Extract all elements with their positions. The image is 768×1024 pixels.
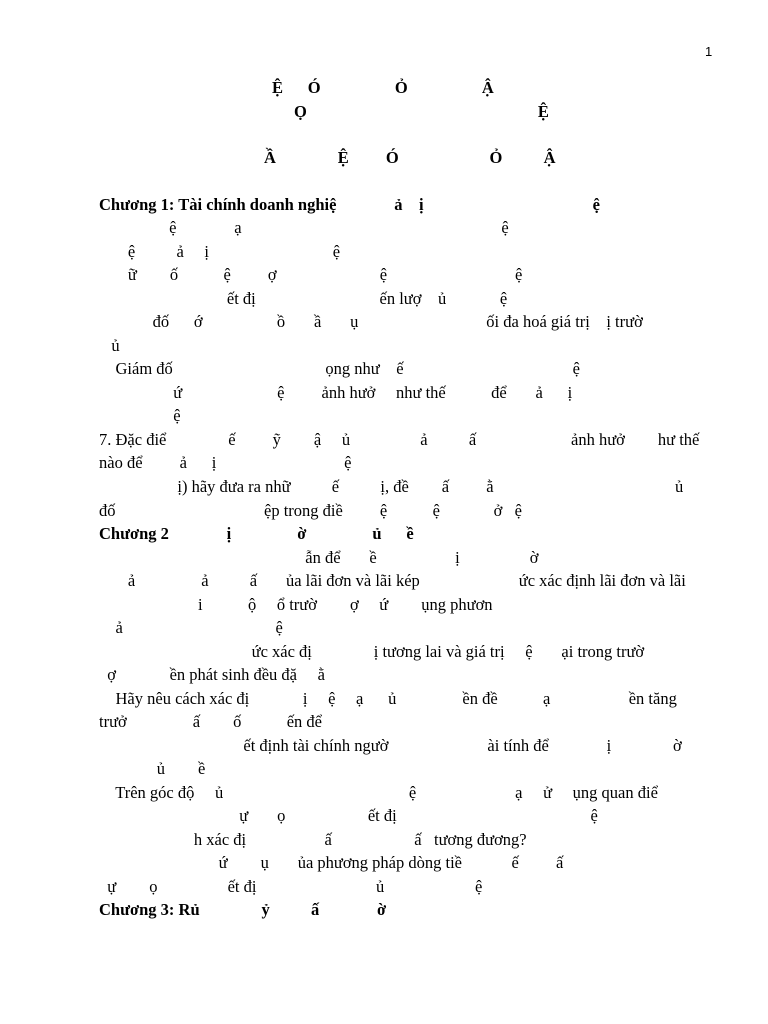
title-line-3: Ầ Ệ Ó Ỏ Ậ — [264, 148, 556, 167]
body-line: ệ ả ị ệ — [99, 242, 341, 261]
body-line: đố ớ ồ ầ ụ ối đa hoá giá trị ị trườ — [99, 312, 643, 331]
body-line: ết định tài chính ngườ ài tính để ị ờ — [99, 736, 682, 755]
body-line: ết đị ến lượ ủ ệ — [99, 289, 508, 308]
body-line: ứ ệ ảnh hưở như thế để ả ị — [99, 383, 573, 402]
body-line: đố ệp trong điề ệ ệ ở ệ — [99, 501, 523, 520]
body-line: ệ — [99, 406, 181, 425]
body-line: Giám đố ọng như ế ệ — [99, 359, 580, 378]
body-line: ứ ụ ủa phương pháp dòng tiề ế ấ — [99, 853, 564, 872]
body-line: ữ ố ệ ợ ệ ệ — [99, 265, 523, 284]
body-line: ẫn để ề ị ờ — [99, 548, 539, 567]
title-line-2: Ọ Ệ — [294, 102, 549, 121]
body-line: nào để ả ị ệ — [99, 453, 352, 472]
body-line: trưở ấ ố ến để — [99, 712, 322, 731]
body-line: ự ọ ết đị ệ — [99, 806, 598, 825]
body-line: ức xác đị ị tương lai và giá trị ệ ại trong trườ — [99, 642, 645, 661]
chapter-heading: Chương 1: Tài chính doanh nghiệ ả ị ệ — [99, 195, 600, 214]
body-line: ủ — [99, 336, 120, 355]
body-line: h xác đị ấ ấ tương đương? — [99, 830, 527, 849]
chapter-heading: Chương 3: Rủ ỷ ấ ờ — [99, 900, 387, 919]
page-number: 1 — [705, 44, 713, 59]
body-line: ả ệ — [99, 618, 283, 637]
body-line: ệ ạ ệ — [99, 218, 509, 237]
body-line: 7. Đặc điể ế ỹ ậ ủ ả ấ ảnh hưở hư thế — [99, 430, 700, 449]
body-line: ả ả ấ ủa lãi đơn và lãi kép ức xác định lãi đơn và lãi — [99, 571, 686, 590]
chapter-heading: Chương 2 ị ờ ủ ề — [99, 524, 414, 543]
body-line: ợ ền phát sinh đều đặ ằ — [99, 665, 325, 684]
body-line: ủ ề — [99, 759, 206, 778]
body-line: ự ọ ết đị ủ ệ — [99, 877, 483, 896]
title-line-1: Ệ Ó Ỏ Ậ — [272, 78, 494, 97]
body-line: Trên góc độ ủ ệ ạ ử ụng quan điể — [99, 783, 658, 802]
body-line: i ộ ổ trườ ợ ứ ụng phươn — [99, 595, 493, 614]
body-line: ị) hãy đưa ra nhữ ế ị, đề ấ ằ ủ — [99, 477, 684, 496]
body-line: Hãy nêu cách xác đị ị ệ ạ ủ ền đề ạ ền tăng — [99, 689, 677, 708]
